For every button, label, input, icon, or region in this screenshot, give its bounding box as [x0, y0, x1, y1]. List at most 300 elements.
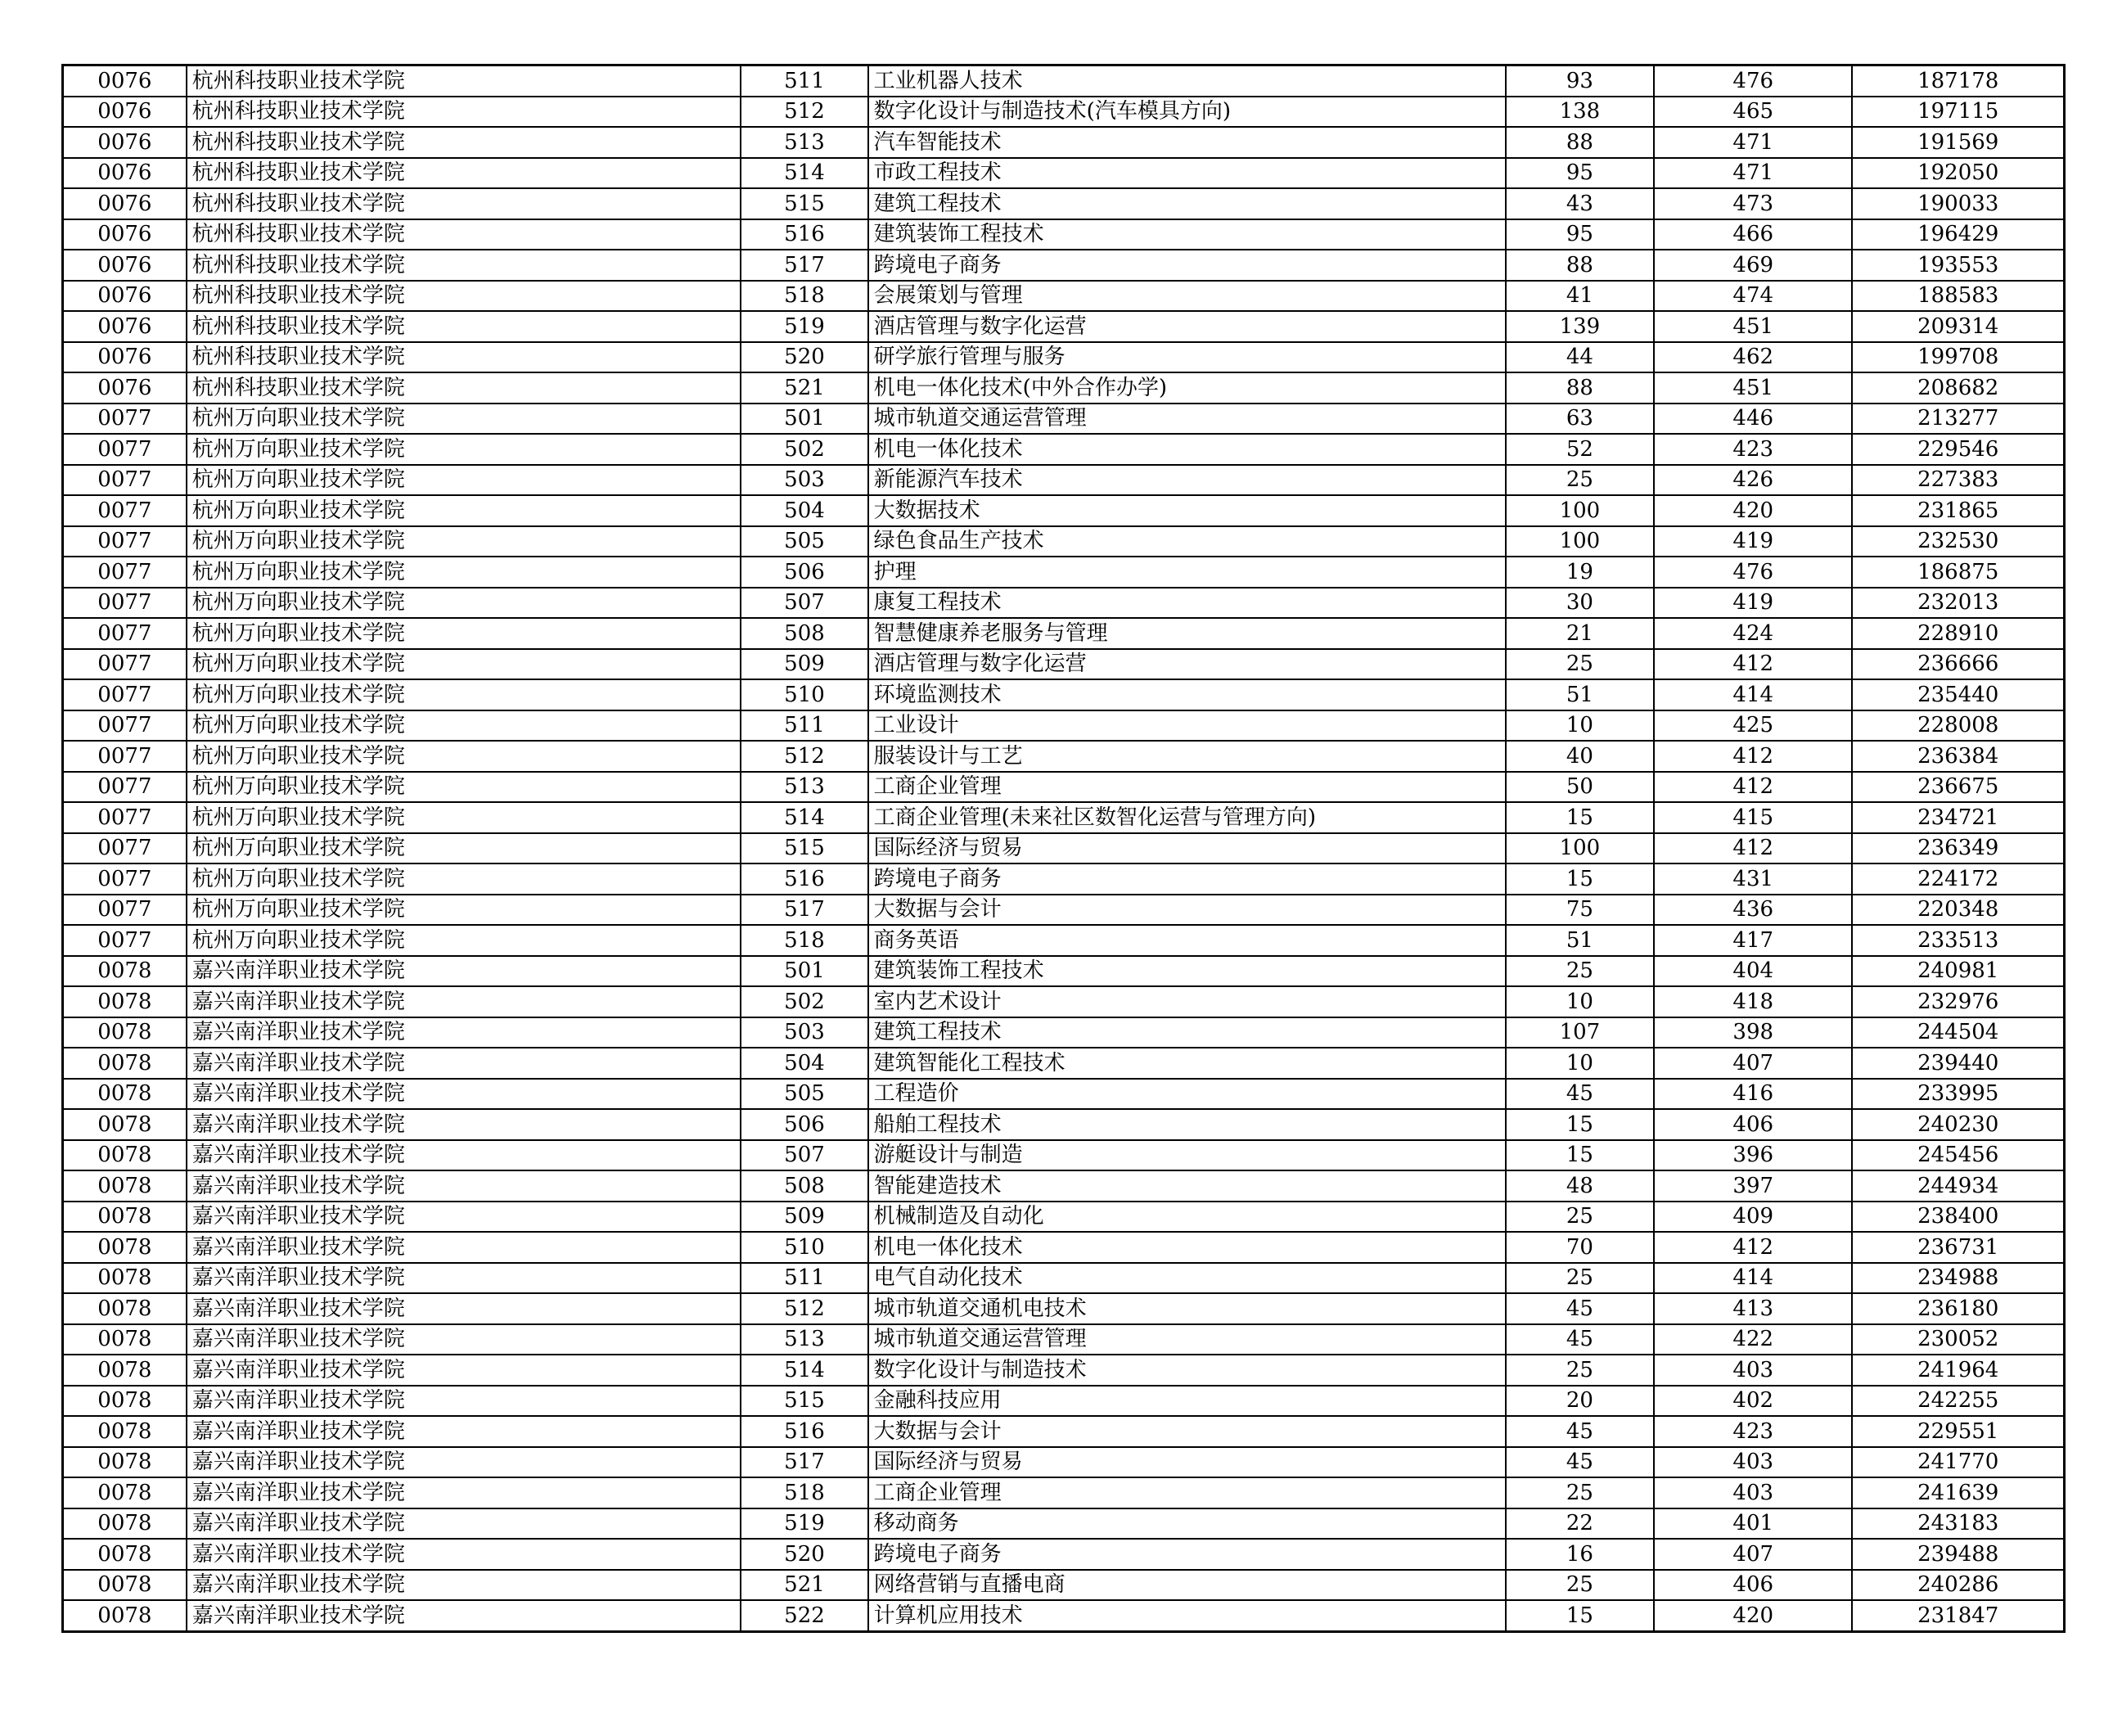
- min-score-cell: 403: [1654, 1477, 1852, 1508]
- min-rank-cell: 243183: [1852, 1508, 2064, 1540]
- school-name-cell: 杭州科技职业技术学院: [187, 97, 741, 128]
- school-code-cell: 0078: [63, 1140, 187, 1171]
- plan-count-cell: 16: [1506, 1539, 1654, 1570]
- plan-count-cell: 43: [1506, 188, 1654, 219]
- major-code-cell: 506: [741, 1109, 867, 1140]
- major-code-cell: 515: [741, 1386, 867, 1417]
- table-row: [63, 1355, 2065, 1386]
- school-code-cell: 0078: [63, 1324, 187, 1355]
- table-row: [63, 526, 2065, 557]
- school-code-cell: 0076: [63, 97, 187, 128]
- school-code-cell: 0077: [63, 895, 187, 926]
- min-rank-cell: 191569: [1852, 127, 2064, 158]
- min-rank-cell: 196429: [1852, 219, 2064, 250]
- school-code-cell: 0078: [63, 1447, 187, 1478]
- min-score-cell: 426: [1654, 465, 1852, 496]
- table-row: [63, 65, 2065, 97]
- major-name-cell: 国际经济与贸易: [868, 1447, 1506, 1478]
- min-score-cell: 471: [1654, 158, 1852, 189]
- min-score-cell: 462: [1654, 342, 1852, 373]
- plan-count-cell: 44: [1506, 342, 1654, 373]
- min-score-cell: 423: [1654, 434, 1852, 465]
- school-code-cell: 0077: [63, 833, 187, 864]
- min-rank-cell: 228008: [1852, 710, 2064, 742]
- plan-count-cell: 40: [1506, 741, 1654, 772]
- min-score-cell: 415: [1654, 802, 1852, 833]
- min-rank-cell: 236180: [1852, 1293, 2064, 1324]
- min-rank-cell: 193553: [1852, 250, 2064, 281]
- min-score-cell: 465: [1654, 97, 1852, 128]
- major-name-cell: 建筑装饰工程技术: [868, 219, 1506, 250]
- min-score-cell: 417: [1654, 925, 1852, 956]
- table-row: [63, 741, 2065, 772]
- plan-count-cell: 45: [1506, 1079, 1654, 1110]
- major-name-cell: 智能建造技术: [868, 1170, 1506, 1202]
- major-code-cell: 515: [741, 833, 867, 864]
- school-name-cell: 杭州万向职业技术学院: [187, 618, 741, 649]
- school-name-cell: 杭州科技职业技术学院: [187, 127, 741, 158]
- school-name-cell: 杭州科技职业技术学院: [187, 158, 741, 189]
- school-code-cell: 0077: [63, 465, 187, 496]
- school-code-cell: 0078: [63, 956, 187, 987]
- school-code-cell: 0077: [63, 925, 187, 956]
- admission-scores-table: [61, 64, 2066, 1633]
- min-rank-cell: 199708: [1852, 342, 2064, 373]
- major-name-cell: 服装设计与工艺: [868, 741, 1506, 772]
- major-name-cell: 商务英语: [868, 925, 1506, 956]
- major-code-cell: 519: [741, 1508, 867, 1540]
- min-score-cell: 414: [1654, 1263, 1852, 1294]
- min-rank-cell: 240286: [1852, 1570, 2064, 1601]
- plan-count-cell: 15: [1506, 863, 1654, 895]
- table-row: [63, 1170, 2065, 1202]
- plan-count-cell: 48: [1506, 1170, 1654, 1202]
- plan-count-cell: 10: [1506, 986, 1654, 1017]
- major-name-cell: 机电一体化技术: [868, 434, 1506, 465]
- school-name-cell: 杭州万向职业技术学院: [187, 649, 741, 680]
- school-code-cell: 0077: [63, 649, 187, 680]
- plan-count-cell: 25: [1506, 1202, 1654, 1233]
- plan-count-cell: 52: [1506, 434, 1654, 465]
- school-name-cell: 杭州万向职业技术学院: [187, 404, 741, 435]
- major-code-cell: 508: [741, 1170, 867, 1202]
- major-code-cell: 513: [741, 1324, 867, 1355]
- table-row: [63, 1232, 2065, 1263]
- major-name-cell: 汽车智能技术: [868, 127, 1506, 158]
- plan-count-cell: 25: [1506, 465, 1654, 496]
- major-name-cell: 新能源汽车技术: [868, 465, 1506, 496]
- min-score-cell: 474: [1654, 281, 1852, 312]
- major-code-cell: 513: [741, 772, 867, 803]
- min-score-cell: 419: [1654, 526, 1852, 557]
- major-name-cell: 工业机器人技术: [868, 65, 1506, 97]
- min-rank-cell: 235440: [1852, 679, 2064, 710]
- major-code-cell: 514: [741, 1355, 867, 1386]
- min-rank-cell: 230052: [1852, 1324, 2064, 1355]
- school-code-cell: 0076: [63, 219, 187, 250]
- major-code-cell: 505: [741, 526, 867, 557]
- major-code-cell: 504: [741, 1048, 867, 1079]
- table-row: [63, 986, 2065, 1017]
- major-name-cell: 工商企业管理: [868, 1477, 1506, 1508]
- min-score-cell: 396: [1654, 1140, 1852, 1171]
- plan-count-cell: 25: [1506, 1570, 1654, 1601]
- table-row: [63, 1477, 2065, 1508]
- plan-count-cell: 107: [1506, 1017, 1654, 1048]
- school-name-cell: 嘉兴南洋职业技术学院: [187, 956, 741, 987]
- school-name-cell: 嘉兴南洋职业技术学院: [187, 1017, 741, 1048]
- min-rank-cell: 232976: [1852, 986, 2064, 1017]
- major-name-cell: 数字化设计与制造技术(汽车模具方向): [868, 97, 1506, 128]
- major-code-cell: 510: [741, 1232, 867, 1263]
- school-name-cell: 嘉兴南洋职业技术学院: [187, 1232, 741, 1263]
- major-code-cell: 513: [741, 127, 867, 158]
- min-rank-cell: 227383: [1852, 465, 2064, 496]
- table-row: [63, 97, 2065, 128]
- min-rank-cell: 187178: [1852, 65, 2064, 97]
- min-score-cell: 406: [1654, 1109, 1852, 1140]
- school-code-cell: 0076: [63, 342, 187, 373]
- min-rank-cell: 231865: [1852, 495, 2064, 526]
- min-rank-cell: 244504: [1852, 1017, 2064, 1048]
- min-rank-cell: 192050: [1852, 158, 2064, 189]
- major-name-cell: 研学旅行管理与服务: [868, 342, 1506, 373]
- plan-count-cell: 25: [1506, 1477, 1654, 1508]
- plan-count-cell: 88: [1506, 250, 1654, 281]
- table-row: [63, 863, 2065, 895]
- plan-count-cell: 15: [1506, 1109, 1654, 1140]
- major-code-cell: 505: [741, 1079, 867, 1110]
- table-row: [63, 188, 2065, 219]
- school-name-cell: 嘉兴南洋职业技术学院: [187, 1539, 741, 1570]
- table-row: [63, 372, 2065, 404]
- table-row: [63, 649, 2065, 680]
- school-code-cell: 0078: [63, 1539, 187, 1570]
- major-name-cell: 机电一体化技术(中外合作办学): [868, 372, 1506, 404]
- plan-count-cell: 45: [1506, 1416, 1654, 1447]
- major-code-cell: 503: [741, 465, 867, 496]
- school-name-cell: 嘉兴南洋职业技术学院: [187, 1600, 741, 1631]
- school-code-cell: 0077: [63, 557, 187, 588]
- plan-count-cell: 15: [1506, 1600, 1654, 1631]
- school-code-cell: 0078: [63, 1048, 187, 1079]
- plan-count-cell: 45: [1506, 1293, 1654, 1324]
- min-rank-cell: 224172: [1852, 863, 2064, 895]
- school-name-cell: 嘉兴南洋职业技术学院: [187, 1202, 741, 1233]
- min-score-cell: 446: [1654, 404, 1852, 435]
- table-row: [63, 557, 2065, 588]
- major-code-cell: 502: [741, 434, 867, 465]
- major-code-cell: 503: [741, 1017, 867, 1048]
- min-score-cell: 407: [1654, 1048, 1852, 1079]
- school-name-cell: 杭州万向职业技术学院: [187, 465, 741, 496]
- major-name-cell: 智慧健康养老服务与管理: [868, 618, 1506, 649]
- major-name-cell: 城市轨道交通运营管理: [868, 1324, 1506, 1355]
- table-row: [63, 127, 2065, 158]
- min-rank-cell: 236731: [1852, 1232, 2064, 1263]
- school-code-cell: 0076: [63, 127, 187, 158]
- table-row: [63, 802, 2065, 833]
- school-name-cell: 杭州万向职业技术学院: [187, 710, 741, 742]
- major-name-cell: 工业设计: [868, 710, 1506, 742]
- min-score-cell: 412: [1654, 772, 1852, 803]
- major-name-cell: 机械制造及自动化: [868, 1202, 1506, 1233]
- plan-count-cell: 63: [1506, 404, 1654, 435]
- min-rank-cell: 209314: [1852, 311, 2064, 342]
- school-code-cell: 0078: [63, 1109, 187, 1140]
- school-code-cell: 0077: [63, 741, 187, 772]
- school-code-cell: 0077: [63, 710, 187, 742]
- major-name-cell: 酒店管理与数字化运营: [868, 311, 1506, 342]
- min-score-cell: 473: [1654, 188, 1852, 219]
- school-name-cell: 嘉兴南洋职业技术学院: [187, 1170, 741, 1202]
- table-row: [63, 1079, 2065, 1110]
- school-code-cell: 0076: [63, 188, 187, 219]
- major-name-cell: 国际经济与贸易: [868, 833, 1506, 864]
- min-score-cell: 403: [1654, 1355, 1852, 1386]
- plan-count-cell: 100: [1506, 833, 1654, 864]
- table-row: [63, 1447, 2065, 1478]
- school-code-cell: 0077: [63, 434, 187, 465]
- major-name-cell: 工商企业管理: [868, 772, 1506, 803]
- min-rank-cell: 239440: [1852, 1048, 2064, 1079]
- school-name-cell: 杭州万向职业技术学院: [187, 925, 741, 956]
- school-code-cell: 0077: [63, 526, 187, 557]
- table-body: [63, 65, 2065, 1632]
- school-name-cell: 杭州科技职业技术学院: [187, 219, 741, 250]
- major-code-cell: 507: [741, 1140, 867, 1171]
- major-name-cell: 城市轨道交通机电技术: [868, 1293, 1506, 1324]
- major-name-cell: 船舶工程技术: [868, 1109, 1506, 1140]
- table-row: [63, 895, 2065, 926]
- min-rank-cell: 236666: [1852, 649, 2064, 680]
- plan-count-cell: 100: [1506, 526, 1654, 557]
- min-score-cell: 420: [1654, 495, 1852, 526]
- major-name-cell: 金融科技应用: [868, 1386, 1506, 1417]
- school-code-cell: 0077: [63, 618, 187, 649]
- table-row: [63, 1048, 2065, 1079]
- min-score-cell: 466: [1654, 219, 1852, 250]
- major-name-cell: 建筑工程技术: [868, 1017, 1506, 1048]
- table-row: [63, 618, 2065, 649]
- table-row: [63, 588, 2065, 619]
- school-code-cell: 0078: [63, 1170, 187, 1202]
- major-name-cell: 建筑智能化工程技术: [868, 1048, 1506, 1079]
- school-code-cell: 0078: [63, 1416, 187, 1447]
- plan-count-cell: 95: [1506, 158, 1654, 189]
- school-code-cell: 0077: [63, 772, 187, 803]
- major-code-cell: 514: [741, 802, 867, 833]
- plan-count-cell: 51: [1506, 925, 1654, 956]
- table-row: [63, 158, 2065, 189]
- major-name-cell: 移动商务: [868, 1508, 1506, 1540]
- min-score-cell: 476: [1654, 65, 1852, 97]
- min-rank-cell: 220348: [1852, 895, 2064, 926]
- major-code-cell: 510: [741, 679, 867, 710]
- major-code-cell: 521: [741, 1570, 867, 1601]
- major-name-cell: 城市轨道交通运营管理: [868, 404, 1506, 435]
- min-score-cell: 409: [1654, 1202, 1852, 1233]
- school-name-cell: 嘉兴南洋职业技术学院: [187, 1477, 741, 1508]
- school-code-cell: 0077: [63, 802, 187, 833]
- plan-count-cell: 51: [1506, 679, 1654, 710]
- major-code-cell: 520: [741, 342, 867, 373]
- plan-count-cell: 25: [1506, 649, 1654, 680]
- min-rank-cell: 236384: [1852, 741, 2064, 772]
- min-score-cell: 412: [1654, 1232, 1852, 1263]
- major-name-cell: 网络营销与直播电商: [868, 1570, 1506, 1601]
- school-name-cell: 嘉兴南洋职业技术学院: [187, 1079, 741, 1110]
- school-name-cell: 嘉兴南洋职业技术学院: [187, 1109, 741, 1140]
- school-code-cell: 0078: [63, 1386, 187, 1417]
- min-score-cell: 476: [1654, 557, 1852, 588]
- school-code-cell: 0078: [63, 1232, 187, 1263]
- school-code-cell: 0078: [63, 1355, 187, 1386]
- table-row: [63, 404, 2065, 435]
- school-name-cell: 杭州万向职业技术学院: [187, 895, 741, 926]
- min-rank-cell: 229551: [1852, 1416, 2064, 1447]
- major-name-cell: 大数据技术: [868, 495, 1506, 526]
- school-name-cell: 杭州科技职业技术学院: [187, 188, 741, 219]
- major-code-cell: 517: [741, 895, 867, 926]
- major-name-cell: 工程造价: [868, 1079, 1506, 1110]
- major-code-cell: 517: [741, 1447, 867, 1478]
- major-code-cell: 506: [741, 557, 867, 588]
- school-name-cell: 嘉兴南洋职业技术学院: [187, 1416, 741, 1447]
- plan-count-cell: 93: [1506, 65, 1654, 97]
- school-code-cell: 0078: [63, 1079, 187, 1110]
- major-code-cell: 512: [741, 741, 867, 772]
- min-score-cell: 412: [1654, 833, 1852, 864]
- school-code-cell: 0077: [63, 679, 187, 710]
- school-code-cell: 0076: [63, 281, 187, 312]
- plan-count-cell: 30: [1506, 588, 1654, 619]
- major-code-cell: 521: [741, 372, 867, 404]
- min-rank-cell: 236675: [1852, 772, 2064, 803]
- table-row: [63, 1140, 2065, 1171]
- school-name-cell: 嘉兴南洋职业技术学院: [187, 1048, 741, 1079]
- plan-count-cell: 88: [1506, 127, 1654, 158]
- major-name-cell: 大数据与会计: [868, 895, 1506, 926]
- school-name-cell: 杭州科技职业技术学院: [187, 281, 741, 312]
- min-rank-cell: 233513: [1852, 925, 2064, 956]
- school-code-cell: 0078: [63, 1508, 187, 1540]
- major-name-cell: 会展策划与管理: [868, 281, 1506, 312]
- min-score-cell: 412: [1654, 741, 1852, 772]
- table-row: [63, 1324, 2065, 1355]
- school-name-cell: 嘉兴南洋职业技术学院: [187, 986, 741, 1017]
- school-name-cell: 杭州科技职业技术学院: [187, 311, 741, 342]
- table-row: [63, 1570, 2065, 1601]
- min-rank-cell: 240230: [1852, 1109, 2064, 1140]
- table-row: [63, 281, 2065, 312]
- major-code-cell: 517: [741, 250, 867, 281]
- table-row: [63, 342, 2065, 373]
- school-name-cell: 嘉兴南洋职业技术学院: [187, 1508, 741, 1540]
- plan-count-cell: 20: [1506, 1386, 1654, 1417]
- major-code-cell: 502: [741, 986, 867, 1017]
- min-score-cell: 423: [1654, 1416, 1852, 1447]
- plan-count-cell: 75: [1506, 895, 1654, 926]
- school-name-cell: 杭州万向职业技术学院: [187, 741, 741, 772]
- school-code-cell: 0077: [63, 863, 187, 895]
- table-row: [63, 1109, 2065, 1140]
- major-code-cell: 516: [741, 1416, 867, 1447]
- min-rank-cell: 245456: [1852, 1140, 2064, 1171]
- plan-count-cell: 25: [1506, 1355, 1654, 1386]
- major-code-cell: 518: [741, 925, 867, 956]
- school-code-cell: 0078: [63, 986, 187, 1017]
- major-code-cell: 519: [741, 311, 867, 342]
- major-name-cell: 建筑工程技术: [868, 188, 1506, 219]
- plan-count-cell: 15: [1506, 1140, 1654, 1171]
- min-rank-cell: 190033: [1852, 188, 2064, 219]
- school-code-cell: 0077: [63, 495, 187, 526]
- school-name-cell: 杭州科技职业技术学院: [187, 372, 741, 404]
- major-code-cell: 516: [741, 219, 867, 250]
- min-score-cell: 420: [1654, 1600, 1852, 1631]
- major-name-cell: 市政工程技术: [868, 158, 1506, 189]
- major-name-cell: 绿色食品生产技术: [868, 526, 1506, 557]
- table-row: [63, 219, 2065, 250]
- school-code-cell: 0078: [63, 1477, 187, 1508]
- table-row: [63, 1600, 2065, 1631]
- min-score-cell: 401: [1654, 1508, 1852, 1540]
- major-code-cell: 520: [741, 1539, 867, 1570]
- major-code-cell: 507: [741, 588, 867, 619]
- min-rank-cell: 232013: [1852, 588, 2064, 619]
- min-rank-cell: 228910: [1852, 618, 2064, 649]
- min-rank-cell: 234721: [1852, 802, 2064, 833]
- min-score-cell: 413: [1654, 1293, 1852, 1324]
- school-name-cell: 杭州万向职业技术学院: [187, 526, 741, 557]
- major-name-cell: 大数据与会计: [868, 1416, 1506, 1447]
- major-name-cell: 游艇设计与制造: [868, 1140, 1506, 1171]
- school-code-cell: 0077: [63, 588, 187, 619]
- major-name-cell: 跨境电子商务: [868, 250, 1506, 281]
- min-score-cell: 397: [1654, 1170, 1852, 1202]
- major-name-cell: 机电一体化技术: [868, 1232, 1506, 1263]
- major-code-cell: 511: [741, 65, 867, 97]
- school-name-cell: 杭州万向职业技术学院: [187, 802, 741, 833]
- min-rank-cell: 241770: [1852, 1447, 2064, 1478]
- major-name-cell: 计算机应用技术: [868, 1600, 1506, 1631]
- school-name-cell: 嘉兴南洋职业技术学院: [187, 1324, 741, 1355]
- min-score-cell: 403: [1654, 1447, 1852, 1478]
- min-score-cell: 422: [1654, 1324, 1852, 1355]
- table-row: [63, 1263, 2065, 1294]
- min-score-cell: 407: [1654, 1539, 1852, 1570]
- major-name-cell: 护理: [868, 557, 1506, 588]
- school-name-cell: 杭州万向职业技术学院: [187, 679, 741, 710]
- plan-count-cell: 22: [1506, 1508, 1654, 1540]
- school-name-cell: 嘉兴南洋职业技术学院: [187, 1140, 741, 1171]
- min-rank-cell: 240981: [1852, 956, 2064, 987]
- major-code-cell: 511: [741, 1263, 867, 1294]
- major-name-cell: 酒店管理与数字化运营: [868, 649, 1506, 680]
- table-row: [63, 495, 2065, 526]
- major-code-cell: 522: [741, 1600, 867, 1631]
- min-score-cell: 471: [1654, 127, 1852, 158]
- min-rank-cell: 208682: [1852, 372, 2064, 404]
- min-score-cell: 406: [1654, 1570, 1852, 1601]
- min-score-cell: 412: [1654, 649, 1852, 680]
- school-code-cell: 0078: [63, 1202, 187, 1233]
- plan-count-cell: 25: [1506, 956, 1654, 987]
- school-name-cell: 杭州万向职业技术学院: [187, 434, 741, 465]
- plan-count-cell: 50: [1506, 772, 1654, 803]
- table-row: [63, 1508, 2065, 1540]
